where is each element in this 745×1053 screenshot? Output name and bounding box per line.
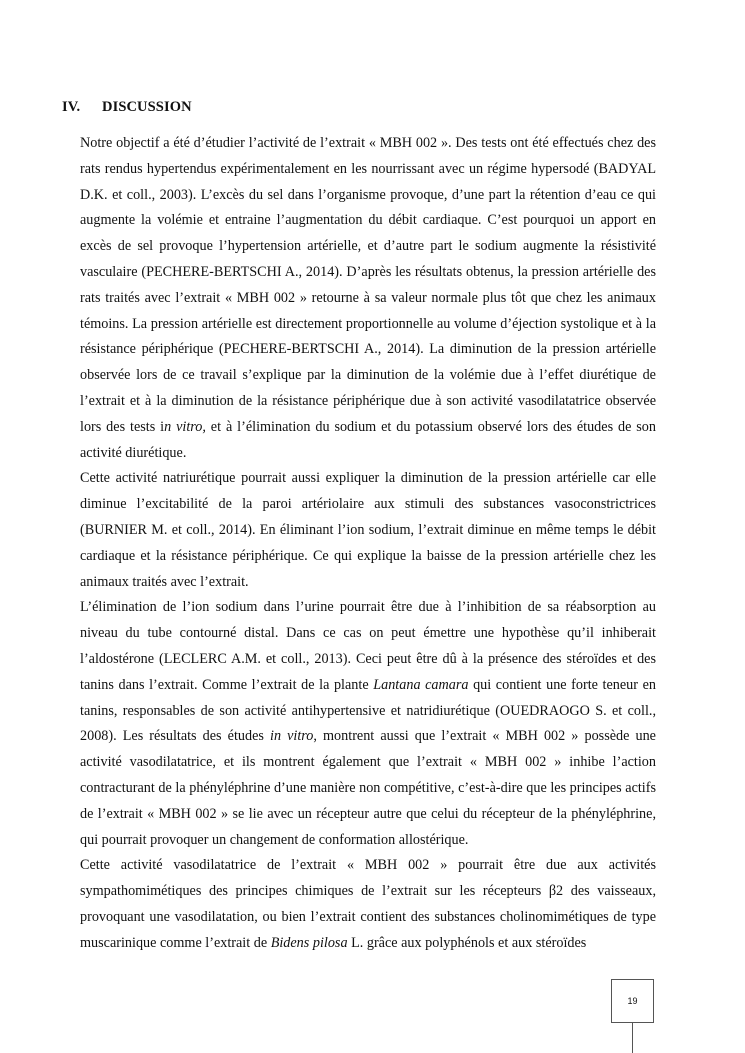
text-segment: Cette activité vasodilatatrice de l’extrait « MBH 002 » pourrait être due aux activités sympathomimétiques des principes chimiques de l’extrait sur les récepteurs β2 des vaisseaux, provoquant une vasodilatation, ou bien l’extrait contient des substances cholinomimétiques de type muscarinique comme l’extrait de <box>80 857 656 951</box>
italic-segment: in vitro <box>270 728 314 745</box>
page-number-label: 19 <box>627 996 638 1006</box>
paragraph-1 <box>80 131 656 466</box>
text-segment: L’élimination de l’ion sodium dans l’urine pourrait être due à l’inhibition de sa réabsorption au niveau du tube contourné distal. Dans ce cas on peut émettre une hypothèse qu’il inhiberait l’aldostérone (LECLERC A.M. et coll., 2013). Ceci peut être dû à la présence des stéroïdes et des tanins dans l’extrait. Comme l’extrait de la plante <box>80 599 656 693</box>
page-number-divider <box>632 1023 633 1053</box>
italic-segment: Bidens pilosa <box>270 934 348 951</box>
text-segment: Notre objectif a été d’étudier l’activité de l’extrait « MBH 002 ». Des tests ont été effectués chez des rats rendus hypertendus expérimentalement en les nourrissant avec un régime hypersodé (BADYAL D.K. et coll., 2003). L’excès du sel dans l’organisme provoque, d’une part la rétention d’eau ce qui augmente la volémie et entraine l’augmentation du débit cardiaque. C’est pourquoi un apport en excès de sel provoque l’hypertension artérielle, et d’autre part le sodium augmente la résistivité vasculaire (PECHERE-BERTSCHI A., 2014). D’après les résultats obtenus, la pression artérielle des rats traités avec l’extrait « MBH 002 » retourne à sa valeur normale plus tôt que chez les animaux témoins. La pression artérielle est directement proportionnelle au volume d’éjection systolique et à la résistance périphérique (PECHERE-BERTSCHI A., 2014). La diminution de la pression artérielle observée lors de ce travail s’explique par la diminution de la volémie due à l’effet diurétique de l’extrait et à la diminution de la résistance périphérique due à son activité vasodilatatrice observée lors des tests i <box>80 135 656 435</box>
italic-segment: n vitro, <box>164 418 206 435</box>
paragraph-4 <box>80 853 656 956</box>
text-segment: qui contient une forte teneur en tanins, responsables de son activité antihypertensive et natridiurétique (OUEDRAOGO S. et coll., 2008). Les résultats des études <box>80 676 656 745</box>
text-segment: L. grâce aux polyphénols et aux stéroïdes <box>347 934 587 951</box>
discussion-body <box>80 131 656 957</box>
section-heading <box>62 99 192 116</box>
italic-segment: Lantana camara <box>373 676 469 693</box>
page-number <box>611 979 654 1023</box>
text-segment: et à l’élimination du sodium et du potassium observé lors des études de son activité diurétique. <box>80 418 656 461</box>
text-segment: , montrent aussi que l’extrait « MBH 002 » possède une activité vasodilatatrice, et ils montrent également que l’extrait « MBH 002 » inhibe l’action contracturant de la phényléphrine d’une manière non compétitive, c’est-à-dire que les principes actifs de l’extrait « MBH 002 » se lie avec un récepteur autre que celui du récepteur de la phényléphrine, qui pourrait provoquer un changement de conformation allostérique. <box>80 728 656 848</box>
section-title: DISCUSSION <box>102 99 192 115</box>
paragraph-3 <box>80 595 656 853</box>
text-segment: Cette activité natriurétique pourrait aussi expliquer la diminution de la pression artérielle car elle diminue l’excitabilité de la paroi artériolaire aux stimuli des substances vasoconstrictrices (BURNIER M. et coll., 2014). En éliminant l’ion sodium, l’extrait diminue en même temps le débit cardiaque et la résistance périphérique. Ce qui explique la baisse de la pression artérielle chez les animaux traités avec l’extrait. <box>80 470 656 590</box>
section-number: IV. <box>62 99 81 115</box>
paragraph-2 <box>80 466 656 595</box>
